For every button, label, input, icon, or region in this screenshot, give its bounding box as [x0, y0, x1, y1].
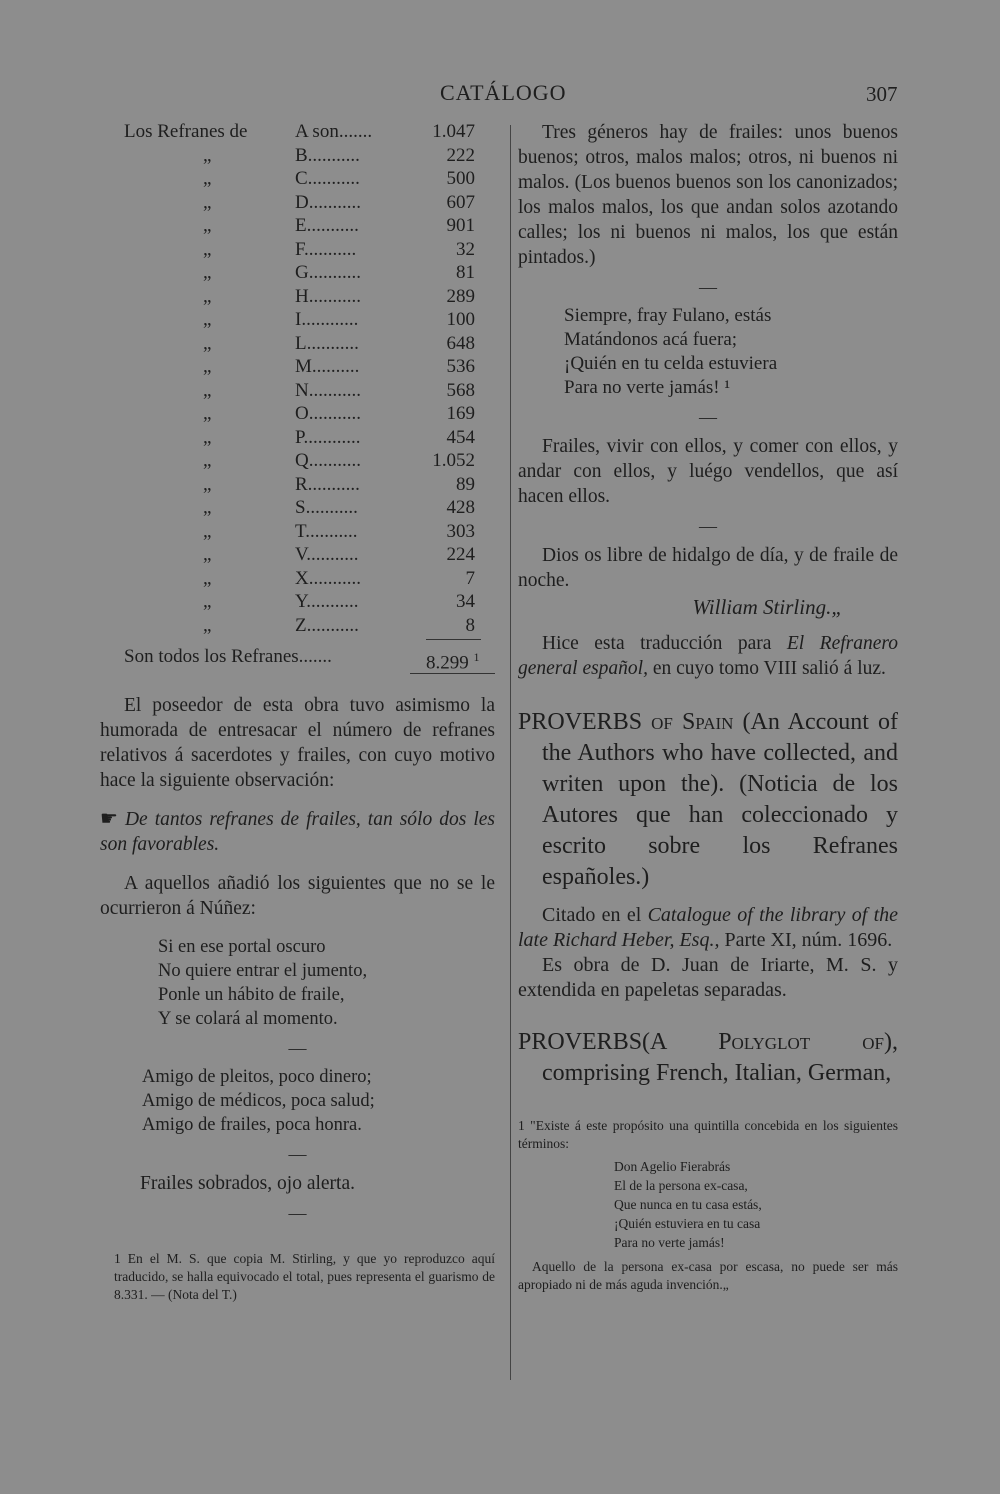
- verse-line: No quiere entrar el jumento,: [158, 961, 368, 981]
- ditto-mark: „: [203, 215, 212, 236]
- tally-letter: C...........: [295, 168, 360, 189]
- verse-line: Don Agelio Fierabrás: [614, 1159, 731, 1174]
- tally-count: 8: [465, 614, 475, 636]
- paragraph-poseedor: El poseedor de esta obra tuvo asimismo la humorada de entresacar el número de refranes relativos á sacerdotes y frailes, con cuyo motivo hace la siguiente observación:: [100, 695, 495, 791]
- paragraph-traduccion: Hice esta traducción para El Refranero general español, en cuyo tomo VIII salió á luz.: [518, 633, 898, 679]
- ditto-mark: „: [203, 544, 212, 565]
- ditto-mark: „: [203, 450, 212, 471]
- separator-dash: —: [699, 277, 717, 297]
- verse-line: Para no verte jamás!: [614, 1235, 725, 1250]
- tally-row: [100, 379, 495, 403]
- tally-count: 34: [456, 591, 475, 612]
- ditto-mark: „: [203, 426, 212, 448]
- tally-letter: F...........: [295, 238, 357, 260]
- sum-rule: [100, 637, 495, 641]
- entry-citation: Citado en el Catalogue of the library of the late Richard Heber, Esq., Parte XI, núm. 1696.: [518, 904, 898, 951]
- pointing-hand-icon: ☛: [100, 808, 118, 830]
- ditto-mark: „: [203, 614, 212, 636]
- refranes-count-table: [100, 120, 495, 637]
- paragraph-frailes-vivir: Frailes, vivir con ellos, y comer con ellos, y andar con ellos, y luégo vendellos, que así hacen ellos.: [518, 436, 898, 507]
- tally-letter: H...........: [295, 285, 361, 307]
- tally-letter: B...........: [295, 144, 360, 166]
- tally-letter: V...........: [295, 544, 359, 565]
- tally-row: [100, 520, 495, 544]
- verse-line: Si en ese portal oscuro: [158, 937, 326, 957]
- observation-text: De tantos refranes de frailes, tan sólo dos les son favorables.: [100, 809, 495, 855]
- total-label: Son todos los Refranes.......: [124, 646, 332, 667]
- tally-letter: S...........: [295, 497, 358, 518]
- tally-count: 428: [446, 497, 475, 518]
- right-column: [518, 120, 898, 1294]
- verse-line: El de la persona ex-casa,: [614, 1178, 748, 1193]
- tally-row: [100, 332, 495, 356]
- ditto-mark: „: [203, 191, 212, 213]
- running-head: CATÁLOGO: [440, 80, 567, 105]
- ditto-mark: „: [203, 379, 212, 401]
- tally-row: [100, 191, 495, 215]
- tally-letter: D...........: [295, 191, 361, 213]
- tally-count: 607: [446, 191, 475, 213]
- tally-letter: O...........: [295, 403, 361, 424]
- tally-row: [100, 308, 495, 332]
- verse-line: Para no verte jamás! ¹: [564, 377, 731, 398]
- tally-lead-label: Los Refranes de: [124, 121, 248, 142]
- footnote-verse: [518, 1157, 898, 1252]
- footnote-right-intro: 1 "Existe á este propósito una quintilla concebida en los siguientes términos:: [518, 1118, 898, 1151]
- separator-dash: —: [288, 1144, 307, 1164]
- tally-letter: P............: [295, 426, 361, 448]
- total-row: [100, 643, 495, 674]
- tally-count: 7: [465, 567, 475, 589]
- ditto-mark: „: [203, 567, 212, 589]
- tally-row: [100, 238, 495, 262]
- tally-row: [100, 614, 495, 638]
- tally-row: [100, 567, 495, 591]
- tally-count: 81: [456, 262, 475, 283]
- paragraph-anadio: A aquellos añadió los siguientes que no se le ocurrieron á Núñez:: [100, 873, 495, 919]
- tally-count: 536: [446, 356, 475, 377]
- proverb-frailes-sobrados: Frailes sobrados, ojo alerta.: [140, 1173, 355, 1194]
- tally-count: 303: [446, 520, 475, 542]
- tally-count: 648: [446, 332, 475, 354]
- ditto-mark: „: [203, 520, 212, 542]
- ditto-mark: „: [203, 356, 212, 377]
- verse-portal-oscuro: [100, 935, 495, 1031]
- entry-proverbs-polyglot: PROVERBS(A Polyglot of), comprising French, Italian, German,: [518, 1029, 898, 1086]
- tally-row: [100, 426, 495, 450]
- verse-line: Que nunca en tu casa estás,: [614, 1197, 762, 1212]
- verse-fray-fulano: [518, 304, 898, 400]
- tally-letter: T...........: [295, 520, 358, 542]
- tally-count: 500: [446, 168, 475, 189]
- tally-count: 224: [446, 544, 475, 565]
- tally-count: 1.047: [432, 121, 475, 142]
- verse-line: Amigo de médicos, poca salud;: [142, 1091, 375, 1111]
- tally-letter: Q...........: [295, 450, 361, 471]
- tally-row: [100, 590, 495, 614]
- verse-line: ¡Quién estuviera en tu casa: [614, 1216, 761, 1231]
- ditto-mark: „: [203, 238, 212, 260]
- tally-count: 222: [446, 144, 475, 166]
- tally-count: 289: [446, 285, 475, 307]
- tally-count: 454: [446, 426, 475, 448]
- entry-note: Es obra de D. Juan de Iriarte, M. S. y extendida en papeletas separadas.: [518, 954, 898, 1001]
- tally-row: [100, 449, 495, 473]
- paragraph-tres-generos: Tres géneros hay de frailes: unos buenos buenos; otros, malos malos; otros, ni buenos ni malos. (Los buenos buenos son los canonizados; los malos malos, los que andan solos azotando calles; los ni buenos ni malos, los que están pintados.): [518, 122, 898, 268]
- ditto-mark: „: [203, 332, 212, 354]
- verse-line: ¡Quién en tu celda estuviera: [564, 353, 778, 374]
- ditto-mark: „: [203, 262, 212, 283]
- tally-count: 568: [446, 379, 475, 401]
- quoted-observation: [100, 807, 495, 857]
- tally-letter: G...........: [295, 262, 361, 283]
- verse-line: Amigo de pleitos, poco dinero;: [142, 1067, 372, 1087]
- tally-count: 901: [446, 215, 475, 236]
- ditto-mark: „: [203, 285, 212, 307]
- left-column: [100, 120, 495, 1304]
- ditto-mark: „: [203, 403, 212, 424]
- tally-letter: Z...........: [295, 614, 359, 636]
- tally-count: 89: [456, 473, 475, 495]
- total-rule: [100, 671, 495, 681]
- footnote-right-end: Aquello de la persona ex-casa por escasa, no puede ser más apropiado ni de más aguda invención.„: [518, 1259, 898, 1292]
- tally-row: [100, 543, 495, 567]
- separator-dash: —: [288, 1203, 307, 1223]
- tally-row: [100, 144, 495, 168]
- page-header: [0, 80, 1000, 110]
- ditto-mark: „: [203, 497, 212, 518]
- separator-dash: —: [699, 516, 717, 536]
- tally-count: 169: [446, 403, 475, 424]
- tally-row: [100, 214, 495, 238]
- verse-amigo: [100, 1065, 495, 1137]
- separator-dash: —: [699, 407, 717, 427]
- signature-william-stirling: William Stirling.„: [692, 595, 843, 619]
- tally-count: 1.052: [432, 450, 475, 471]
- verse-line: Matándonos acá fuera;: [564, 329, 738, 350]
- tally-row: [100, 402, 495, 426]
- tally-row: [100, 261, 495, 285]
- tally-count: 100: [446, 309, 475, 330]
- ditto-mark: „: [203, 591, 212, 612]
- tally-letter: E...........: [295, 215, 359, 236]
- tally-letter: I............: [295, 309, 359, 330]
- ditto-mark: „: [203, 168, 212, 189]
- tally-row: [100, 496, 495, 520]
- tally-letter: X...........: [295, 567, 361, 589]
- tally-row: [100, 167, 495, 191]
- tally-letter: L...........: [295, 332, 359, 354]
- verse-line: Amigo de frailes, poca honra.: [142, 1115, 362, 1135]
- entry-proverbs-of-spain: PROVERBS of Spain (An Account of the Authors who have collected, and writen upon the). (Noticia de los Autores que han coleccionado y escrito sobre los Refranes españoles.): [518, 709, 898, 890]
- verse-line: Y se colará al momento.: [158, 1009, 338, 1029]
- verse-line: Siempre, fray Fulano, estás: [564, 305, 772, 326]
- footnote-left: 1 En el M. S. que copia M. Stirling, y que yo reproduzco aquí traducido, se halla equivocado el total, pues representa el guarismo de 8.331. — (Nota del T.): [114, 1251, 495, 1302]
- total-count: 8.299 $^1$: [426, 650, 480, 674]
- tally-letter: Y...........: [295, 591, 359, 612]
- tally-letter: M..........: [295, 356, 360, 377]
- tally-letter: A son.......: [295, 121, 373, 142]
- verse-line: Ponle un hábito de fraile,: [158, 985, 345, 1005]
- ditto-mark: „: [203, 473, 212, 495]
- tally-letter: N...........: [295, 379, 361, 401]
- tally-letter: R...........: [295, 473, 360, 495]
- tally-row: [100, 285, 495, 309]
- ditto-mark: „: [203, 144, 212, 166]
- separator-dash: —: [288, 1038, 307, 1058]
- paragraph-dios-os-libre: Dios os libre de hidalgo de día, y de fraile de noche.: [518, 545, 898, 591]
- ditto-mark: „: [203, 309, 212, 330]
- tally-row: [100, 120, 495, 144]
- tally-row: [100, 355, 495, 379]
- tally-row: [100, 473, 495, 497]
- page-number: 307: [866, 82, 898, 106]
- tally-count: 32: [456, 238, 475, 260]
